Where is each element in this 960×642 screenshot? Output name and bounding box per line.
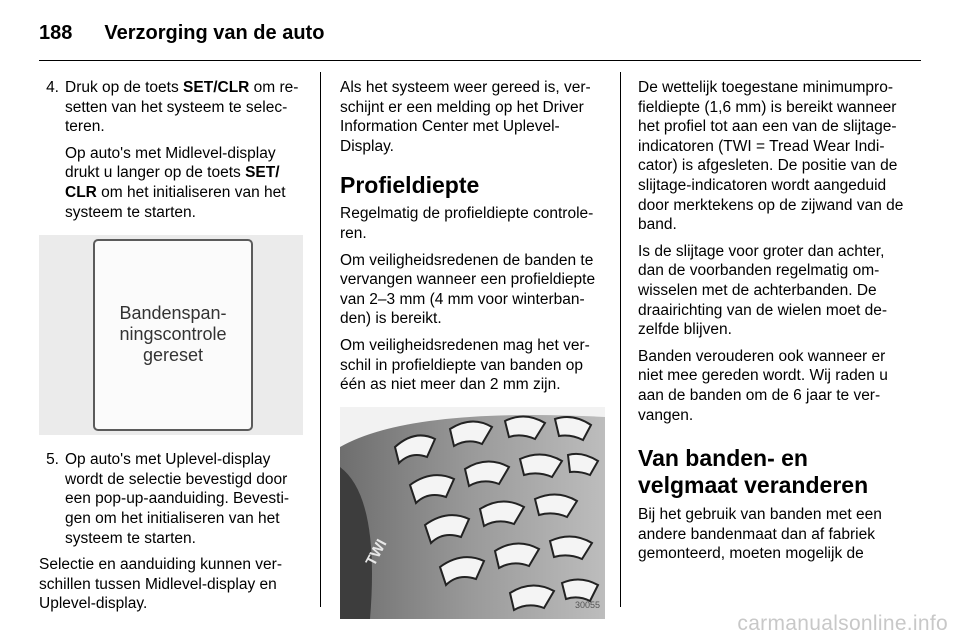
column-divider <box>620 72 621 607</box>
step-4-text: Druk op de toets SET/CLR om re-setten van het systeem te selec-teren. <box>65 79 299 136</box>
column-divider <box>320 72 321 607</box>
step-5 <box>39 450 303 548</box>
step-5-text: Op auto's met Uplevel-display wordt de selectie bevestigd door een pop-up-aanduiding. Bevesti-gen om het initialiseren van het systeem te starten. <box>65 451 290 547</box>
display-difference-note: Selectie en aanduiding kunnen ver-schillen tussen Midlevel-display en Uplevel-display. <box>39 556 283 613</box>
driver-info-display <box>93 239 253 431</box>
header-divider <box>39 60 921 61</box>
section-heading-profieldiepte: Profieldiepte <box>340 172 480 199</box>
display-illustration <box>39 235 303 435</box>
set-clr-key: SET/CLR <box>183 79 250 96</box>
tyre-tread-drawing <box>340 407 605 619</box>
watermark: carmanualsonline.info <box>737 612 948 635</box>
body-paragraph: Regelmatig de profieldiepte controle-ren. <box>340 205 594 242</box>
set-clr-key: SET/ CLR <box>65 164 280 201</box>
page-number: 188 <box>39 21 73 44</box>
tread-wear-illustration <box>340 407 605 619</box>
column-1 <box>39 78 303 621</box>
column-2 <box>340 78 605 619</box>
display-message: Bandenspan- ningscontrole gereset <box>119 303 227 366</box>
step-4 <box>39 78 303 222</box>
step-4-midlevel-text: Op auto's met Midlevel-display drukt u langer op de toets SET/ CLR om het initialiseren van het systeem te starten. <box>65 144 286 221</box>
body-paragraph: De wettelijk toegestane minimumpro-fieldiepte (1,6 mm) is bereikt wanneer het profiel tot aan een van de slijtage-indicatoren (TWI = Tread Wear Indi-cator) is afgesleten. De positie van de slijtage-indicatoren wordt aangeduid door merktekens op de zijwand van de band. <box>638 79 904 234</box>
section-heading-bandenmaat: Van banden- en velgmaat veranderen <box>638 445 869 499</box>
chapter-title: Verzorging van de auto <box>104 21 325 44</box>
ready-message-text: Als het systeem weer gereed is, ver-schijnt er een melding op het Driver Information Center met Uplevel-Display. <box>340 79 591 155</box>
figure-code: 30055 <box>574 600 600 611</box>
page-header <box>39 18 324 48</box>
body-paragraph: Bij het gebruik van banden met een andere bandenmaat dan af fabriek gemonteerd, moeten mogelijk de <box>638 506 882 563</box>
step-number: 4. <box>46 79 59 96</box>
step-number: 5. <box>46 451 59 469</box>
column-3 <box>638 78 904 571</box>
body-paragraph: Om veiligheidsredenen mag het ver-schil in profieldiepte van banden op één as niet meer dan 2 mm zijn. <box>340 336 590 394</box>
body-paragraph: Om veiligheidsredenen de banden te vervangen wanneer een profieldiepte van 2–3 mm (4 mm voor winterban-den) is bereikt. <box>340 251 596 328</box>
body-paragraph: Is de slijtage voor groter dan achter, dan de voorbanden regelmatig om-wisselen met de achterbanden. De draairichting van de wielen moet de-zelfde blijven. <box>638 242 887 339</box>
body-paragraph: Banden verouderen ook wanneer er niet mee gereden wordt. Wij raden u aan de banden om de 6 jaar te ver-vangen. <box>638 347 888 424</box>
twi-label: TWI <box>362 536 391 569</box>
